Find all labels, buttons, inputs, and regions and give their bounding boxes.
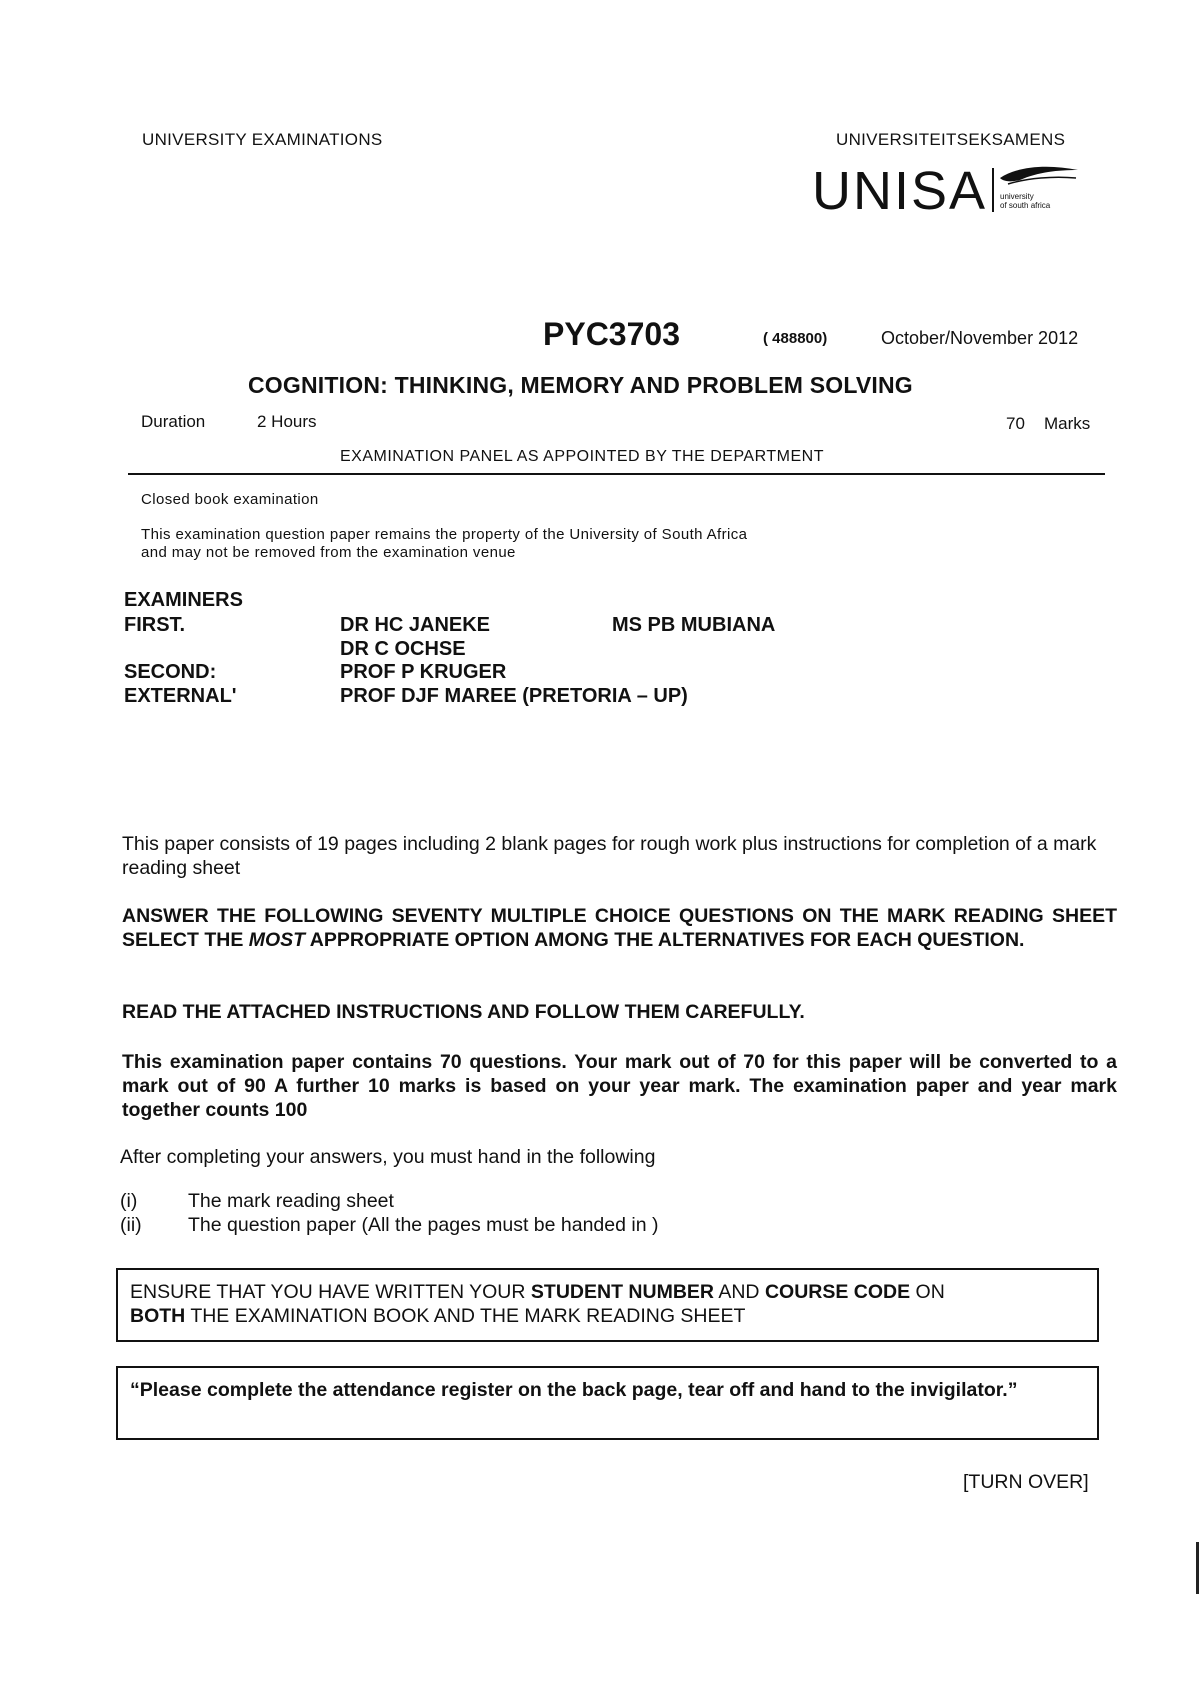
first-examiner-3: DR C OCHSE	[340, 638, 466, 660]
student-number-notice-box	[116, 1268, 1099, 1342]
property-note-line-2: and may not be removed from the examination venue	[141, 544, 516, 561]
logo-tagline-line-2: of south africa	[1000, 201, 1051, 210]
answer-instruction-part-1: ANSWER THE FOLLOWING SEVENTY MULTIPLE CHOICE QUESTIONS ON THE MARK READING SHEET SELECT THE	[122, 905, 1117, 951]
course-title: COGNITION: THINKING, MEMORY AND PROBLEM SOLVING	[248, 372, 913, 398]
paper-number: ( 488800)	[763, 330, 828, 347]
hand-in-item-2-number: (ii)	[120, 1214, 142, 1236]
second-examiner-label: SECOND:	[124, 661, 217, 683]
second-examiner: PROF P KRUGER	[340, 661, 507, 683]
notice-text-3: ON	[910, 1281, 945, 1303]
examination-panel: EXAMINATION PANEL AS APPOINTED BY THE DEPARTMENT	[340, 448, 824, 465]
answer-instruction-emphasis: MOST	[248, 929, 306, 951]
logo-divider	[992, 168, 994, 212]
logo-tagline	[1000, 192, 1050, 210]
closed-book-note: Closed book examination	[141, 491, 319, 508]
duration-value: 2 Hours	[257, 412, 317, 431]
hand-in-item-1-number: (i)	[120, 1190, 138, 1212]
marks-paragraph: This examination paper contains 70 questions. Your mark out of 70 for this paper will be converted to a mark out of 90 A further 10 marks is based on your year mark. The examination paper and year mark together counts 100	[122, 1051, 1117, 1121]
first-examiner-label: FIRST.	[124, 614, 186, 636]
header-left: UNIVERSITY EXAMINATIONS	[142, 130, 383, 149]
external-examiner-label: EXTERNAL'	[124, 685, 237, 707]
header-rule	[128, 473, 1105, 475]
property-note-line-1: This examination question paper remains the property of the University of South Africa	[141, 526, 748, 543]
hand-in-item-1: The mark reading sheet	[188, 1190, 394, 1212]
marks-value: 70	[1006, 414, 1025, 433]
exam-session: October/November 2012	[881, 328, 1079, 348]
pages-paragraph: This paper consists of 19 pages including 2 blank pages for rough work plus instructions for completion of a mark reading sheet	[122, 833, 1097, 879]
turn-over-label: [TURN OVER]	[963, 1471, 1089, 1493]
examiners-heading: EXAMINERS	[124, 589, 243, 611]
notice-text-1: ENSURE THAT YOU HAVE WRITTEN YOUR	[130, 1281, 531, 1303]
first-examiner-1: DR HC JANEKE	[340, 614, 491, 636]
course-code: PYC3703	[543, 316, 680, 352]
notice-both: BOTH	[130, 1305, 186, 1327]
answer-instruction-part-2: APPROPRIATE OPTION AMONG THE ALTERNATIVES FOR EACH QUESTION.	[305, 929, 1025, 951]
logo-wordmark: UNISA	[812, 161, 988, 221]
external-examiner: PROF DJF MAREE (PRETORIA – UP)	[340, 685, 688, 707]
read-instructions: READ THE ATTACHED INSTRUCTIONS AND FOLLOW THEM CAREFULLY.	[122, 1001, 805, 1023]
logo-tagline-line-1: university	[1000, 192, 1034, 201]
first-examiner-2: MS PB MUBIANA	[612, 614, 776, 636]
header-right: UNIVERSITEITSEKSAMENS	[836, 130, 1066, 149]
notice-student-number: STUDENT NUMBER	[530, 1281, 714, 1303]
hand-in-paragraph: After completing your answers, you must hand in the following	[120, 1146, 656, 1168]
notice-text-4: THE EXAMINATION BOOK AND THE MARK READING SHEET	[185, 1305, 746, 1327]
attendance-register-box: “Please complete the attendance register on the back page, tear off and hand to the invigilator.”	[116, 1366, 1099, 1440]
hand-in-item-2: The question paper (All the pages must be handed in )	[188, 1214, 659, 1236]
scan-edge-mark	[1196, 1542, 1199, 1594]
answer-instruction	[122, 904, 1117, 952]
notice-course-code: COURSE CODE	[764, 1281, 911, 1303]
logo-bird-icon	[998, 164, 1080, 186]
marks-label: Marks	[1044, 414, 1091, 433]
unisa-logo	[812, 160, 1082, 220]
duration-label: Duration	[141, 412, 206, 431]
notice-text-2: AND	[714, 1281, 765, 1303]
